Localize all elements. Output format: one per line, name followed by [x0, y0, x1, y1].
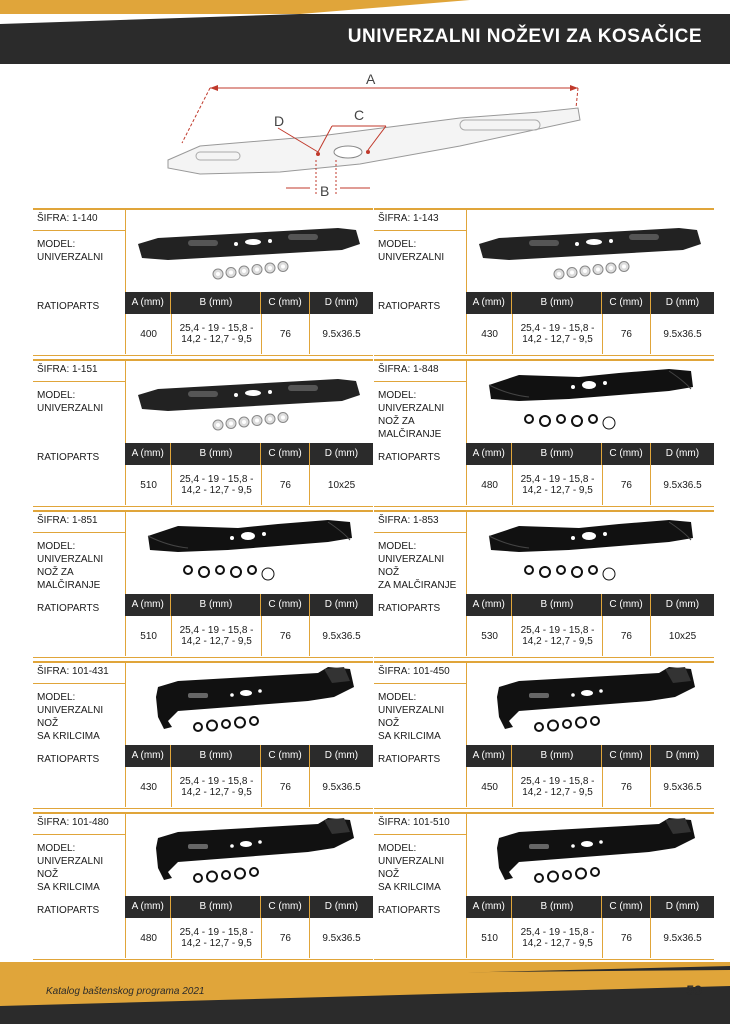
header-c: C (mm): [261, 443, 309, 465]
product-code: ŠIFRA: 1-151: [37, 364, 98, 375]
product-code: ŠIFRA: 101-450: [378, 666, 450, 677]
product-model: [37, 691, 125, 743]
card-bottom-rule: [33, 657, 373, 658]
product-card: [374, 359, 714, 507]
value-b-line1: 25,4 - 19 - 15,8 -: [179, 323, 254, 334]
blade-image: [128, 516, 368, 594]
card-bottom-rule: [374, 506, 714, 507]
spec-value-row: [466, 767, 714, 807]
value-b-line1: 25,4 - 19 - 15,8 -: [520, 625, 595, 636]
model-line: UNIVERZALNI: [378, 554, 445, 565]
card-vertical-rule: [466, 512, 467, 596]
page-number: 59: [686, 982, 702, 998]
card-bottom-rule: [374, 808, 714, 809]
product-card: [374, 812, 714, 960]
value-d: 9.5x36.5: [650, 465, 714, 505]
value-b-line1: 25,4 - 19 - 15,8 -: [520, 927, 595, 938]
ratioparts-label: RATIOPARTS: [378, 301, 441, 312]
value-d: 9.5x36.5: [309, 314, 373, 354]
ratioparts-label: RATIOPARTS: [378, 905, 441, 916]
header-c: C (mm): [261, 745, 309, 767]
header-a: A (mm): [125, 443, 171, 465]
value-b: [512, 314, 602, 354]
spec-header-row: [466, 594, 714, 616]
product-code: ŠIFRA: 1-848: [378, 364, 439, 375]
header-d: D (mm): [310, 594, 373, 616]
product-code: ŠIFRA: 1-851: [37, 515, 98, 526]
product-model: [37, 238, 125, 264]
card-top-rule: [33, 812, 373, 814]
card-bottom-rule: [33, 959, 373, 960]
model-line: MODEL:: [378, 843, 417, 854]
value-a: 530: [466, 616, 512, 656]
model-line: SA KRILCIMA: [378, 882, 441, 893]
header-c: C (mm): [261, 292, 309, 314]
model-line: UNIVERZALNI: [37, 705, 104, 716]
value-c: 76: [261, 616, 309, 656]
product-model: [378, 389, 466, 441]
card-vertical-rule: [125, 512, 126, 596]
value-c: 76: [602, 314, 650, 354]
card-bottom-rule: [374, 355, 714, 356]
value-a: 430: [125, 767, 171, 807]
card-divider: [374, 230, 466, 231]
header-a: A (mm): [466, 896, 512, 918]
product-code: ŠIFRA: 101-480: [37, 817, 109, 828]
value-b-line2: 14,2 - 12,7 - 9,5: [522, 636, 593, 647]
header-b: B (mm): [512, 443, 602, 465]
header-b: B (mm): [512, 745, 602, 767]
header-a: A (mm): [466, 745, 512, 767]
value-a: 430: [466, 314, 512, 354]
value-a: 510: [125, 465, 171, 505]
header-a: A (mm): [466, 443, 512, 465]
card-divider: [33, 532, 125, 533]
value-b-line2: 14,2 - 12,7 - 9,5: [181, 485, 252, 496]
ratioparts-label: RATIOPARTS: [378, 603, 441, 614]
spec-value-row: [125, 314, 373, 354]
product-code: ŠIFRA: 101-431: [37, 666, 109, 677]
product-card: [33, 812, 373, 960]
card-top-rule: [33, 359, 373, 361]
value-b-line1: 25,4 - 19 - 15,8 -: [520, 474, 595, 485]
value-d: 9.5x36.5: [650, 767, 714, 807]
card-top-rule: [374, 510, 714, 512]
model-line: UNIVERZALNI: [37, 403, 104, 414]
spec-header-row: [466, 745, 714, 767]
header-c: C (mm): [602, 745, 650, 767]
model-line: MODEL:: [37, 541, 76, 552]
card-divider: [33, 230, 125, 231]
product-code: ŠIFRA: 1-143: [378, 213, 439, 224]
header-a: A (mm): [125, 594, 171, 616]
model-line: UNIVERZALNI: [378, 856, 445, 867]
value-a: 480: [125, 918, 171, 958]
card-top-rule: [374, 359, 714, 361]
card-divider: [374, 834, 466, 835]
dim-label-d: D: [274, 113, 285, 129]
spec-header-row: [466, 443, 714, 465]
card-top-rule: [33, 208, 373, 210]
value-b-line1: 25,4 - 19 - 15,8 -: [179, 474, 254, 485]
card-vertical-rule: [466, 814, 467, 898]
value-a: 400: [125, 314, 171, 354]
card-bottom-rule: [33, 808, 373, 809]
dim-label-b: B: [320, 183, 330, 199]
header-a: A (mm): [466, 594, 512, 616]
model-line: MALČIRANJE: [378, 429, 442, 440]
value-b: [171, 918, 261, 958]
card-vertical-rule: [125, 663, 126, 747]
value-c: 76: [261, 767, 309, 807]
model-line: ZA MALČIRANJE: [378, 580, 457, 591]
blade-image: [469, 516, 709, 594]
spec-header-row: [125, 594, 373, 616]
model-line: MODEL:: [378, 692, 417, 703]
value-d: 9.5x36.5: [309, 767, 373, 807]
header-a: A (mm): [125, 292, 171, 314]
blade-image: [128, 365, 368, 443]
model-line: NOŽ: [378, 718, 400, 729]
card-divider: [33, 834, 125, 835]
header-c: C (mm): [602, 292, 650, 314]
value-b-line2: 14,2 - 12,7 - 9,5: [522, 787, 593, 798]
header-c: C (mm): [602, 594, 650, 616]
value-b-line1: 25,4 - 19 - 15,8 -: [520, 323, 595, 334]
header-d: D (mm): [651, 292, 714, 314]
card-vertical-rule: [125, 814, 126, 898]
value-d: 10x25: [650, 616, 714, 656]
ratioparts-label: RATIOPARTS: [378, 754, 441, 765]
spec-header-row: [125, 443, 373, 465]
card-top-rule: [374, 661, 714, 663]
value-b: [512, 465, 602, 505]
ratioparts-label: RATIOPARTS: [37, 754, 100, 765]
card-divider: [33, 683, 125, 684]
value-c: 76: [602, 465, 650, 505]
ratioparts-label: RATIOPARTS: [378, 452, 441, 463]
model-line: MODEL:: [378, 239, 417, 250]
value-b: [171, 314, 261, 354]
value-a: 450: [466, 767, 512, 807]
blade-dimension-diagram: [160, 68, 590, 208]
value-b-line1: 25,4 - 19 - 15,8 -: [179, 927, 254, 938]
spec-header-row: [125, 292, 373, 314]
value-b-line1: 25,4 - 19 - 15,8 -: [179, 625, 254, 636]
product-code: ŠIFRA: 101-510: [378, 817, 450, 828]
card-divider: [33, 381, 125, 382]
card-top-rule: [374, 812, 714, 814]
value-c: 76: [261, 465, 309, 505]
blade-image: [128, 214, 368, 292]
value-c: 76: [602, 616, 650, 656]
product-model: [37, 842, 125, 894]
header-c: C (mm): [602, 896, 650, 918]
value-b-line2: 14,2 - 12,7 - 9,5: [181, 636, 252, 647]
blade-image: [128, 667, 368, 745]
product-model: [378, 842, 466, 894]
card-bottom-rule: [33, 355, 373, 356]
spec-header-row: [125, 745, 373, 767]
blade-image: [469, 365, 709, 443]
product-code: ŠIFRA: 1-140: [37, 213, 98, 224]
product-card: [33, 510, 373, 658]
spec-header-row: [466, 292, 714, 314]
ratioparts-label: RATIOPARTS: [37, 452, 100, 463]
model-line: NOŽ: [37, 869, 59, 880]
product-model: [378, 238, 466, 264]
header-d: D (mm): [310, 896, 373, 918]
value-c: 76: [261, 314, 309, 354]
value-b-line2: 14,2 - 12,7 - 9,5: [181, 938, 252, 949]
header-b: B (mm): [512, 896, 602, 918]
product-card: [374, 661, 714, 809]
card-vertical-rule: [125, 361, 126, 445]
model-line: NOŽ ZA: [37, 567, 74, 578]
model-line: UNIVERZALNI: [37, 856, 104, 867]
model-line: SA KRILCIMA: [37, 882, 100, 893]
card-top-rule: [374, 208, 714, 210]
header-b: B (mm): [512, 292, 602, 314]
product-model: [37, 389, 125, 415]
product-code: ŠIFRA: 1-853: [378, 515, 439, 526]
model-line: SA KRILCIMA: [378, 731, 441, 742]
header-b: B (mm): [171, 443, 261, 465]
spec-value-row: [466, 616, 714, 656]
value-c: 76: [602, 767, 650, 807]
value-b-line2: 14,2 - 12,7 - 9,5: [181, 334, 252, 345]
model-line: MODEL:: [378, 390, 417, 401]
card-top-rule: [33, 510, 373, 512]
card-vertical-rule: [125, 210, 126, 294]
card-divider: [374, 381, 466, 382]
model-line: MODEL:: [378, 541, 417, 552]
model-line: MALČIRANJE: [37, 580, 101, 591]
blade-image: [469, 214, 709, 292]
value-b-line2: 14,2 - 12,7 - 9,5: [522, 485, 593, 496]
header-d: D (mm): [310, 443, 373, 465]
model-line: NOŽ: [37, 718, 59, 729]
model-line: UNIVERZALNI: [37, 554, 104, 565]
model-line: UNIVERZALNI: [378, 403, 445, 414]
value-d: 9.5x36.5: [650, 918, 714, 958]
header-c: C (mm): [261, 594, 309, 616]
card-top-rule: [33, 661, 373, 663]
product-card: [33, 661, 373, 809]
spec-value-row: [466, 314, 714, 354]
card-vertical-rule: [466, 361, 467, 445]
value-b: [171, 767, 261, 807]
product-card: [374, 510, 714, 658]
value-d: 10x25: [309, 465, 373, 505]
product-model: [37, 540, 125, 592]
model-line: SA KRILCIMA: [37, 731, 100, 742]
model-line: MODEL:: [37, 239, 76, 250]
value-d: 9.5x36.5: [650, 314, 714, 354]
header-d: D (mm): [651, 896, 714, 918]
header-d: D (mm): [310, 292, 373, 314]
product-card: [33, 359, 373, 507]
spec-header-row: [466, 896, 714, 918]
value-b: [512, 918, 602, 958]
ratioparts-label: RATIOPARTS: [37, 301, 100, 312]
model-line: UNIVERZALNI: [378, 705, 445, 716]
header-b: B (mm): [171, 745, 261, 767]
spec-value-row: [466, 918, 714, 958]
ratioparts-label: RATIOPARTS: [37, 603, 100, 614]
product-card: [374, 208, 714, 356]
header-b: B (mm): [171, 896, 261, 918]
spec-value-row: [125, 616, 373, 656]
product-model: [378, 540, 466, 592]
value-d: 9.5x36.5: [309, 918, 373, 958]
header-c: C (mm): [602, 443, 650, 465]
value-b-line2: 14,2 - 12,7 - 9,5: [522, 334, 593, 345]
card-bottom-rule: [374, 657, 714, 658]
spec-header-row: [125, 896, 373, 918]
blade-image: [469, 667, 709, 745]
model-line: MODEL:: [37, 692, 76, 703]
model-line: MODEL:: [37, 843, 76, 854]
value-a: 510: [125, 616, 171, 656]
dim-label-c: C: [354, 107, 365, 123]
header-d: D (mm): [651, 745, 714, 767]
product-card: [33, 208, 373, 356]
value-c: 76: [261, 918, 309, 958]
catalog-name: Katalog baštenskog programa 2021: [46, 986, 205, 997]
spec-value-row: [125, 918, 373, 958]
spec-value-row: [125, 465, 373, 505]
value-b-line1: 25,4 - 19 - 15,8 -: [520, 776, 595, 787]
ratioparts-label: RATIOPARTS: [37, 905, 100, 916]
header-a: A (mm): [125, 745, 171, 767]
value-b-line1: 25,4 - 19 - 15,8 -: [179, 776, 254, 787]
header-d: D (mm): [310, 745, 373, 767]
card-bottom-rule: [33, 506, 373, 507]
value-a: 480: [466, 465, 512, 505]
header-b: B (mm): [512, 594, 602, 616]
value-a: 510: [466, 918, 512, 958]
card-bottom-rule: [374, 959, 714, 960]
blade-image: [128, 818, 368, 896]
card-vertical-rule: [466, 663, 467, 747]
dim-label-a: A: [366, 71, 376, 87]
spec-value-row: [466, 465, 714, 505]
model-line: UNIVERZALNI: [378, 252, 445, 263]
header-c: C (mm): [261, 896, 309, 918]
model-line: NOŽ: [378, 567, 400, 578]
model-line: NOŽ: [378, 869, 400, 880]
value-d: 9.5x36.5: [309, 616, 373, 656]
model-line: MODEL:: [37, 390, 76, 401]
header-d: D (mm): [651, 443, 714, 465]
header-b: B (mm): [171, 594, 261, 616]
model-line: NOŽ ZA: [378, 416, 415, 427]
model-line: UNIVERZALNI: [37, 252, 104, 263]
header-a: A (mm): [466, 292, 512, 314]
value-b: [171, 616, 261, 656]
spec-value-row: [125, 767, 373, 807]
value-b: [171, 465, 261, 505]
card-divider: [374, 683, 466, 684]
value-b: [512, 616, 602, 656]
header-a: A (mm): [125, 896, 171, 918]
page-title: UNIVERZALNI NOŽEVI ZA KOSAČICE: [347, 26, 702, 47]
value-b: [512, 767, 602, 807]
value-b-line2: 14,2 - 12,7 - 9,5: [181, 787, 252, 798]
header-b: B (mm): [171, 292, 261, 314]
value-b-line2: 14,2 - 12,7 - 9,5: [522, 938, 593, 949]
blade-image: [469, 818, 709, 896]
value-c: 76: [602, 918, 650, 958]
header-d: D (mm): [651, 594, 714, 616]
card-vertical-rule: [466, 210, 467, 294]
product-model: [378, 691, 466, 743]
card-divider: [374, 532, 466, 533]
